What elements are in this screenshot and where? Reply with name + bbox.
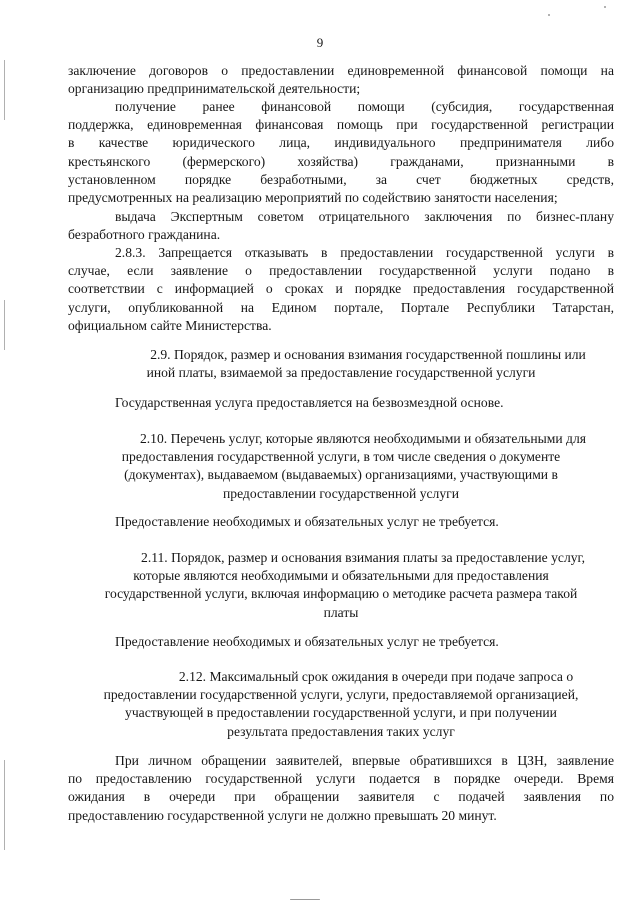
scan-dot [548,14,550,16]
heading-line: участвующей в предоставлении государственной услуги, и при получении [125,705,557,721]
section-text-2-10 [68,513,614,531]
list-item-expert-council [68,208,614,244]
text-line: Предоставление необходимых и обязательных услуг не требуется. [115,634,499,649]
heading-line: платы [323,604,359,620]
text-line: ожидания в очереди при обращении заявителя с подачей заявления по [68,789,614,805]
page-number: 9 [316,35,324,50]
heading-line: государственной услуги, включая информацию о методике расчета размера такой [104,586,578,602]
text-line: крестьянского (фермерского) хозяйства) гражданами, признанными в [68,153,614,169]
text-line: услуги, опубликованной на Едином портале, Портале Республики Татарстан, [68,299,614,315]
list-item-received-aid [68,98,614,207]
text-line: по предоставлению государственной услуги подается в порядке очереди. Время [68,771,614,787]
scan-edge-mark [4,760,5,850]
section-heading-2-11 [68,549,614,622]
heading-line: предоставления государственной услуги, в том числе сведения о документе [121,449,561,465]
text-line: соответствии с информацией о сроках и порядке предоставления государственной [68,281,614,297]
heading-line: 2.9. Порядок, размер и основания взимания государственной пошлины или [150,347,586,362]
text-line: 2.8.3. Запрещается отказывать в предоставлении государственной услуги в [115,245,614,260]
text-line: безработного гражданина. [68,227,221,243]
text-line: поддержка, единовременная финансовая помощь при государственной регистрации [68,117,614,133]
section-heading-2-12 [68,668,614,741]
heading-line: иной платы, взимаемой за предоставление государственной услуги [146,365,536,381]
text-line: заключение договоров о предоставлении единовременной финансовой помощи на [68,63,614,78]
heading-line: предоставлении государственной услуги [223,485,459,501]
paragraph-2-8-3 [68,244,614,335]
heading-line: предоставлении государственной услуги, услуги, предоставляемой организацией, [103,687,579,703]
section-heading-2-10 [68,430,614,503]
scan-dot [290,899,320,900]
section-text-2-9 [68,394,614,412]
heading-line: 2.10. Перечень услуг, которые являются необходимыми и обязательными для [139,431,586,446]
scan-dot [604,6,606,8]
heading-line: 2.11. Порядок, размер и основания взимания платы за предоставление услуг, [141,550,585,565]
heading-line: 2.12. Максимальный срок ожидания в очереди при подаче запроса о [178,669,574,684]
intro-paragraph [68,62,614,98]
text-line: Государственная услуга предоставляется на безвозмездной основе. [115,395,504,410]
text-line: предусмотренных на реализацию мероприятий по содействию занятости населения; [68,190,558,206]
scan-edge-mark [4,300,5,350]
text-line: выдача Экспертным советом отрицательного заключения по бизнес-плану [115,209,614,224]
text-line: случае, если заявление о предоставлении государственной услуги подано в [68,263,614,279]
text-line: получение ранее финансовой помощи (субсидия, государственная [115,99,614,114]
text-line: При личном обращении заявителей, впервые обратившихся в ЦЗН, заявление [115,753,614,768]
text-line: организацию предпринимательской деятельности; [68,81,361,97]
section-text-2-11 [68,633,614,651]
section-heading-2-9 [68,346,614,382]
text-line: Предоставление необходимых и обязательных услуг не требуется. [115,514,499,529]
heading-line: результата предоставления таких услуг [227,723,455,739]
section-text-2-12 [68,752,614,825]
text-line: установленном порядке безработными, за счет бюджетных средств, [68,171,614,187]
text-line: официальном сайте Министерства. [68,317,272,333]
heading-line: которые являются необходимыми и обязательными для предоставления [133,568,549,584]
heading-line: (документах), выдаваемом (выдаваемых) организациями, участвующими в [124,467,558,483]
text-line: в качестве юридического лица, индивидуального предпринимателя либо [68,135,614,151]
text-line: предоставлению государственной услуги не должно превышать 20 минут. [68,807,497,823]
scan-edge-mark [4,60,5,120]
